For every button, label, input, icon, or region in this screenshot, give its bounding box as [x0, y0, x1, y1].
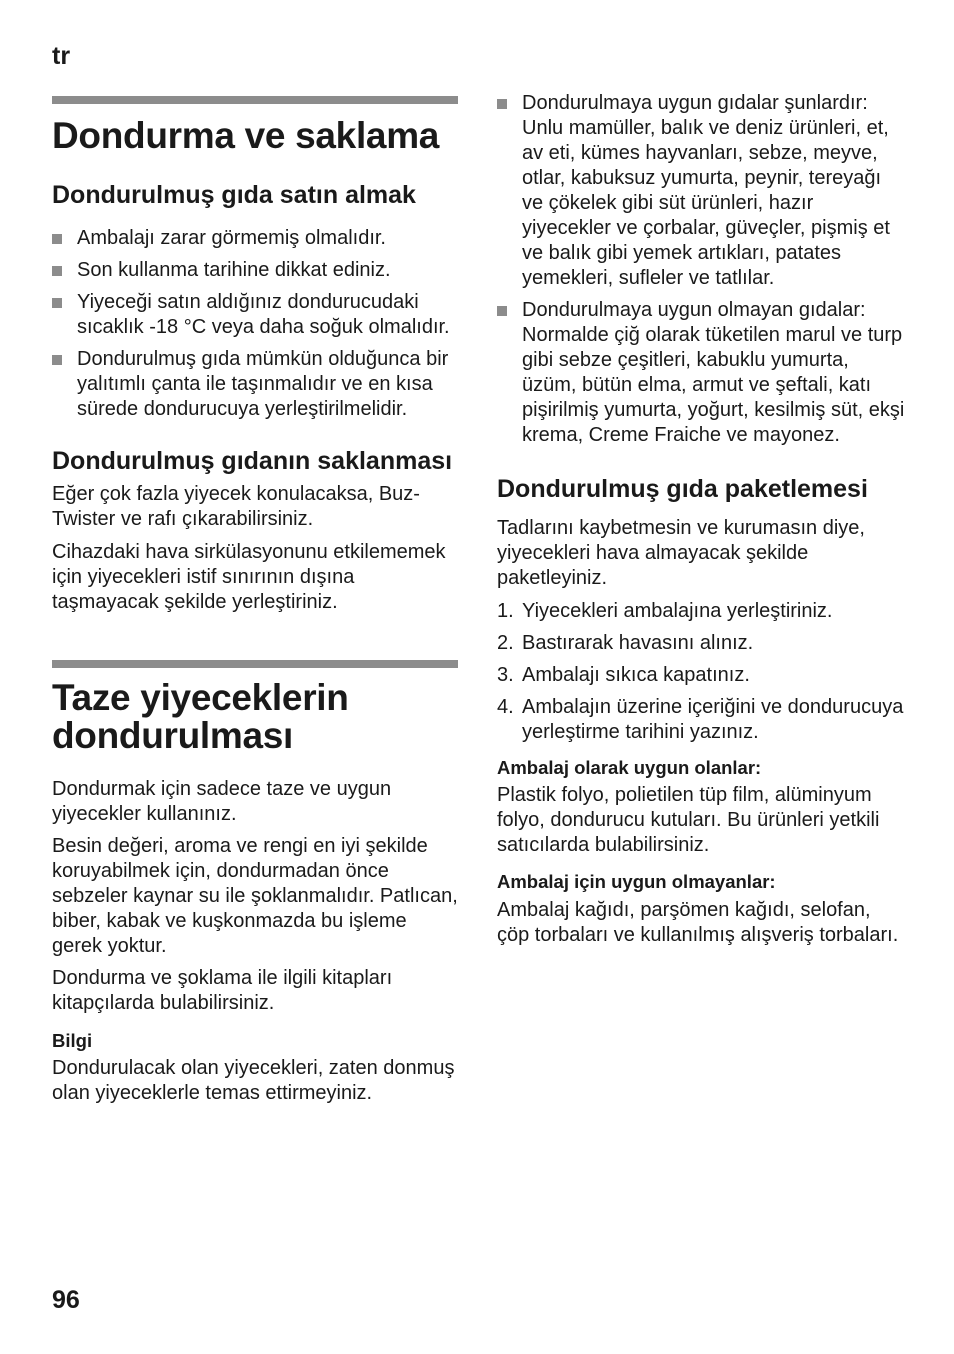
paragraph: Ambalaj kağıdı, parşömen kağıdı, selofan, çöp torbaları ve kullanılmış alışveriş torbaları. [497, 899, 899, 946]
suitable-packaging-heading: Ambalaj olarak uygun olanlar: [497, 757, 762, 778]
unsuitable-packaging-heading: Ambalaj için uygun olmayanlar: [497, 871, 776, 892]
square-bullet-icon [52, 298, 62, 308]
right-column [497, 0, 907, 948]
list-item: Yiyeceği satın aldığınız dondurucudaki sıcaklık -18 °C veya daha soğuk olmalıdır. [52, 290, 458, 340]
paragraph: Cihazdaki hava sirkülasyonunu etkilememek için yiyecekleri istif sınırının dışına taşmayacak şekilde yerleştiriniz. [52, 541, 446, 613]
note-heading: Bilgi [52, 1030, 93, 1051]
subheading-packaging: Dondurulmuş gıda paketlemesi [497, 475, 868, 503]
step-item: 3. Ambalajı sıkıca kapatınız. [497, 664, 750, 686]
square-bullet-icon [52, 266, 62, 276]
list-item: Dondurulmaya uygun gıdalar şunlardır: Unlu mamüller, balık ve deniz ürünleri, et, av eti, kümes hayvanları, sebze, meyve, otlar, kabuksuz yumurta, peynir, tereyağı ve çökelek gibi süt ürünleri, hazır yiyecekler ve çorbalar, güveçler, pişmiş et ve balık gibi yemek artıkları, patates yemekleri, sufleler ve tatlılar. [497, 91, 907, 291]
paragraph: Dondurma ve şoklama ile ilgili kitapları kitapçılarda bulabilirsiniz. [52, 967, 393, 1014]
section-title-freezing-fresh: Taze yiyeceklerin dondurulması [52, 677, 349, 756]
list-item: Ambalajı zarar görmemiş olmalıdır. [52, 226, 458, 251]
food-suitability-list [497, 91, 907, 448]
section-title-freezing-storage: Dondurma ve saklama [52, 115, 440, 156]
list-item: Dondurulmuş gıda mümkün olduğunca bir yalıtımlı çanta ile taşınmalıdır ve en kısa sürede dondurucuya yerleştirilmelidir. [52, 347, 458, 422]
buying-tips-list [52, 226, 458, 422]
left-column [52, 0, 458, 1106]
step-item: 1. Yiyecekleri ambalajına yerleştiriniz. [497, 600, 833, 622]
square-bullet-icon [497, 306, 507, 316]
square-bullet-icon [52, 355, 62, 365]
list-item: Son kullanma tarihine dikkat ediniz. [52, 258, 458, 283]
paragraph: Besin değeri, aroma ve rengi en iyi şekilde koruyabilmek için, dondurmadan önce sebzeler kaynar su ile şoklanmalıdır. Patlıcan, biber, kabak ve kuşkonmazda bu işleme gerek yoktur. [52, 835, 458, 957]
square-bullet-icon [497, 99, 507, 109]
paragraph: Eğer çok fazla yiyecek konulacaksa, Buz-Twister ve rafı çıkarabilirsiniz. [52, 483, 420, 530]
page-number: 96 [52, 1286, 80, 1314]
square-bullet-icon [52, 234, 62, 244]
subheading-buying-frozen: Dondurulmuş gıda satın almak [52, 181, 416, 209]
language-tag: tr [52, 42, 71, 70]
paragraph: Tadlarını kaybetmesin ve kurumasın diye, yiyecekleri hava almayacak şekilde paketleyiniz. [497, 517, 865, 589]
step-item: 4. Ambalajın üzerine içeriğini ve dondurucuya yerleştirme tarihini yazınız. [497, 696, 904, 743]
subheading-storing-frozen: Dondurulmuş gıdanın saklanması [52, 447, 453, 475]
paragraph: Dondurmak için sadece taze ve uygun yiyecekler kullanınız. [52, 778, 392, 825]
section-rule [52, 660, 458, 668]
section-rule [52, 96, 458, 104]
list-item: Dondurulmaya uygun olmayan gıdalar: Normalde çiğ olarak tüketilen marul ve turp gibi sebze çeşitleri, kabuklu yumurta, üzüm, bütün elma, armut ve şeftali, katı pişirilmiş yumurta, yoğurt, kesilmiş süt, ekşi krema, Creme Fraiche ve mayonez. [497, 298, 907, 448]
packaging-steps-list [497, 599, 907, 745]
note-text: Dondurulacak olan yiyecekleri, zaten donmuş olan yiyeceklerle temas ettirmeyiniz. [52, 1057, 455, 1104]
step-item: 2. Bastırarak havasını alınız. [497, 632, 754, 654]
paragraph: Plastik folyo, polietilen tüp film, alüminyum folyo, dondurucu kutuları. Bu ürünleri yetkili satıcılarda bulabilirsiniz. [497, 784, 880, 856]
